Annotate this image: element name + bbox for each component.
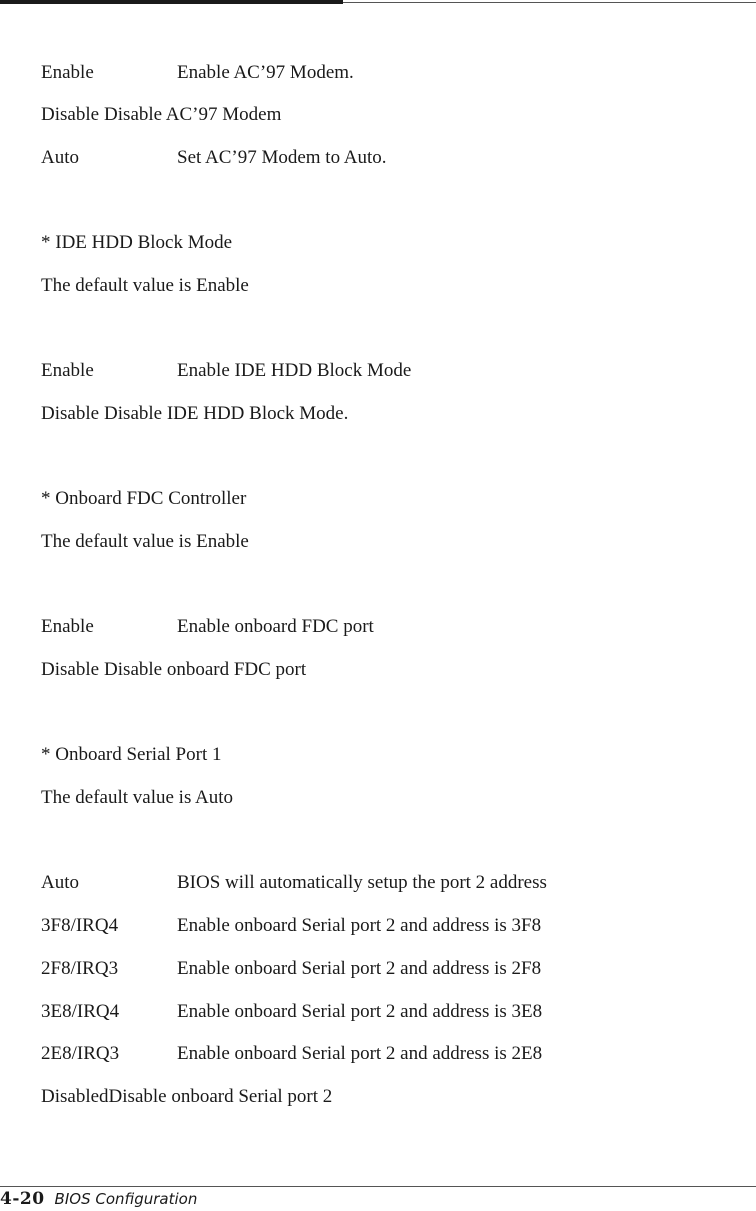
- option-description: Disable IDE HDD Block Mode.: [104, 403, 349, 424]
- option-name: Auto: [41, 147, 79, 168]
- option-row: [41, 616, 374, 638]
- option-name: Enable: [41, 360, 94, 381]
- footer-rule: [0, 1186, 756, 1187]
- option-row: [41, 104, 281, 126]
- section-heading: * Onboard Serial Port 1: [41, 744, 222, 765]
- footer-section-title: BIOS Configuration: [54, 1190, 198, 1208]
- option-row: [41, 1086, 332, 1108]
- option-description: Enable onboard FDC port: [177, 616, 374, 637]
- option-name: 3F8/IRQ4: [41, 915, 119, 936]
- option-row: [41, 659, 306, 681]
- default-value-text: The default value is Enable: [41, 275, 249, 296]
- page-footer: [0, 1188, 197, 1209]
- option-name: 2E8/IRQ3: [41, 1043, 120, 1064]
- option-name: Disabled: [41, 1086, 109, 1107]
- option-row: [41, 915, 541, 937]
- option-row: [41, 403, 348, 425]
- option-description: Set AC’97 Modem to Auto.: [177, 147, 387, 168]
- option-row: [41, 958, 541, 980]
- option-description: Enable IDE HDD Block Mode: [177, 360, 412, 381]
- header-rule-thick: [0, 0, 343, 4]
- option-description: Enable onboard Serial port 2 and address is 3F8: [177, 915, 542, 936]
- option-description: Enable onboard Serial port 2 and address is 2E8: [177, 1043, 543, 1064]
- option-row: [41, 1001, 542, 1023]
- option-row: [41, 1043, 542, 1065]
- option-name: Disable: [41, 403, 100, 424]
- option-description: Disable onboard FDC port: [104, 659, 307, 680]
- option-name: Enable: [41, 62, 94, 83]
- option-name: 3E8/IRQ4: [41, 1001, 120, 1022]
- option-name: Disable: [41, 104, 100, 125]
- option-row: [41, 360, 411, 382]
- option-name: Auto: [41, 872, 79, 893]
- option-name: 2F8/IRQ3: [41, 958, 119, 979]
- option-row: [41, 62, 354, 84]
- option-description: Enable onboard Serial port 2 and address is 2F8: [177, 958, 542, 979]
- option-row: [41, 147, 387, 169]
- option-description: Disable AC’97 Modem: [104, 104, 282, 125]
- option-name: Disable: [41, 659, 100, 680]
- option-description: Enable AC’97 Modem.: [177, 62, 354, 83]
- option-description: Enable onboard Serial port 2 and address is 3E8: [177, 1001, 543, 1022]
- page-number: 4-20: [0, 1189, 45, 1209]
- option-row: [41, 872, 547, 894]
- header-rule-thin: [343, 2, 756, 3]
- option-description: Disable onboard Serial port 2: [108, 1086, 333, 1107]
- default-value-text: The default value is Enable: [41, 531, 249, 552]
- section-heading: * IDE HDD Block Mode: [41, 232, 233, 253]
- default-value-text: The default value is Auto: [41, 787, 234, 808]
- option-name: Enable: [41, 616, 94, 637]
- option-description: BIOS will automatically setup the port 2 address: [177, 872, 547, 893]
- section-heading: * Onboard FDC Controller: [41, 488, 247, 509]
